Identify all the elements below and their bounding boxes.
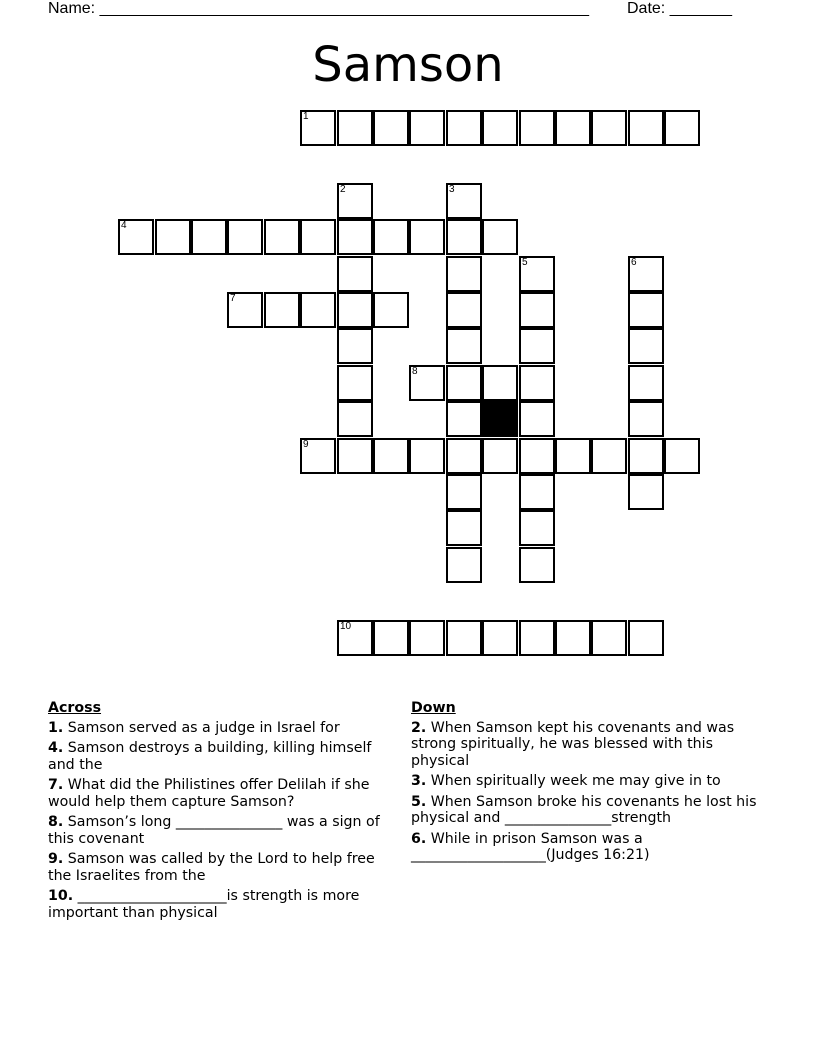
grid-cell[interactable] xyxy=(628,365,664,401)
across-clue-7 xyxy=(48,777,394,810)
grid-cell[interactable] xyxy=(519,328,555,364)
grid-cell[interactable] xyxy=(519,256,555,292)
grid-cell[interactable] xyxy=(628,110,664,146)
grid-cell[interactable] xyxy=(664,110,700,146)
page-title: Samson xyxy=(312,37,504,93)
down-clue-6 xyxy=(411,831,763,864)
grid-cell[interactable] xyxy=(628,256,664,292)
clue-number-label: 7 xyxy=(230,293,236,304)
grid-cell[interactable] xyxy=(519,438,555,474)
clue-number: 7. xyxy=(48,777,64,793)
grid-cell[interactable] xyxy=(482,438,518,474)
down-clues xyxy=(411,700,763,868)
grid-cell[interactable] xyxy=(482,620,518,656)
clue-number-label: 3 xyxy=(449,184,455,195)
grid-cell[interactable] xyxy=(519,110,555,146)
across-clue-10 xyxy=(48,888,394,921)
grid-cell[interactable] xyxy=(446,183,482,219)
grid-cell[interactable] xyxy=(264,292,300,328)
clue-number-label: 4 xyxy=(121,220,127,231)
grid-cell[interactable] xyxy=(628,620,664,656)
grid-cell[interactable] xyxy=(555,620,591,656)
clue-number: 10. xyxy=(48,888,74,904)
grid-cell[interactable] xyxy=(628,474,664,510)
across-clue-4 xyxy=(48,740,394,773)
clue-number-label: 10 xyxy=(340,621,352,632)
grid-cell[interactable] xyxy=(337,183,373,219)
grid-cell[interactable] xyxy=(118,219,154,255)
grid-cell[interactable] xyxy=(591,620,627,656)
grid-cell[interactable] xyxy=(555,110,591,146)
grid-cell[interactable] xyxy=(409,620,445,656)
grid-cell[interactable] xyxy=(373,110,409,146)
down-clue-2 xyxy=(411,720,763,770)
grid-cell[interactable] xyxy=(519,401,555,437)
grid-cell[interactable] xyxy=(519,547,555,583)
clue-number: 5. xyxy=(411,793,427,810)
grid-cell[interactable] xyxy=(337,219,373,255)
across-clues xyxy=(48,700,394,925)
grid-cell[interactable] xyxy=(337,620,373,656)
grid-cell[interactable] xyxy=(482,110,518,146)
grid-cell[interactable] xyxy=(446,292,482,328)
clue-number: 9. xyxy=(48,851,64,867)
grid-cell[interactable] xyxy=(519,365,555,401)
grid-cell[interactable] xyxy=(519,620,555,656)
grid-cell[interactable] xyxy=(300,438,336,474)
grid-cell[interactable] xyxy=(409,365,445,401)
grid-cell[interactable] xyxy=(337,365,373,401)
clue-text: What did the Philistines offer Delilah if she would help them capture Samson? xyxy=(48,777,370,810)
grid-cell[interactable] xyxy=(446,365,482,401)
down-clue-5 xyxy=(411,794,763,827)
grid-cell[interactable] xyxy=(628,292,664,328)
black-square xyxy=(482,401,518,437)
grid-cell[interactable] xyxy=(300,292,336,328)
grid-cell[interactable] xyxy=(519,474,555,510)
grid-cell[interactable] xyxy=(628,438,664,474)
clue-number: 6. xyxy=(411,830,427,847)
grid-cell[interactable] xyxy=(555,438,591,474)
across-clue-1 xyxy=(48,720,394,737)
clue-number-label: 1 xyxy=(303,111,309,122)
clue-number-label: 8 xyxy=(412,366,418,377)
grid-cell[interactable] xyxy=(337,328,373,364)
grid-cell[interactable] xyxy=(373,438,409,474)
grid-cell[interactable] xyxy=(446,510,482,546)
clue-text: When Samson broke his covenants he lost his physical and _______________strength xyxy=(411,793,757,826)
grid-cell[interactable] xyxy=(337,110,373,146)
grid-cell[interactable] xyxy=(446,620,482,656)
grid-cell[interactable] xyxy=(591,438,627,474)
grid-cell[interactable] xyxy=(446,110,482,146)
down-clue-3 xyxy=(411,773,763,790)
grid-cell[interactable] xyxy=(337,401,373,437)
grid-cell[interactable] xyxy=(409,219,445,255)
across-clue-8 xyxy=(48,814,394,847)
date-field[interactable]: Date: _______ xyxy=(627,0,732,17)
down-heading: Down xyxy=(411,700,456,716)
clue-text: Samson served as a judge in Israel for xyxy=(63,719,340,736)
clue-number-label: 5 xyxy=(522,257,528,268)
grid-cell[interactable] xyxy=(373,292,409,328)
grid-cell[interactable] xyxy=(300,110,336,146)
grid-cell[interactable] xyxy=(446,328,482,364)
grid-cell[interactable] xyxy=(519,510,555,546)
grid-cell[interactable] xyxy=(628,401,664,437)
across-clue-9 xyxy=(48,851,394,884)
grid-cell[interactable] xyxy=(264,219,300,255)
grid-cell[interactable] xyxy=(227,292,263,328)
clue-text: _____________________is strength is more important than physical xyxy=(48,888,360,921)
grid-cell[interactable] xyxy=(446,219,482,255)
clue-text: While in prison Samson was a ___________________(Judges 16:21) xyxy=(411,830,650,863)
clue-text: Samson destroys a building, killing himself and the xyxy=(48,740,372,773)
grid-cell[interactable] xyxy=(628,328,664,364)
grid-cell[interactable] xyxy=(446,547,482,583)
clue-number: 2. xyxy=(411,719,427,736)
grid-cell[interactable] xyxy=(191,219,227,255)
clue-text: When Samson kept his covenants and was strong spiritually, he was blessed with this physical xyxy=(411,719,735,769)
grid-cell[interactable] xyxy=(446,256,482,292)
clue-number: 4. xyxy=(48,740,64,756)
grid-cell[interactable] xyxy=(409,110,445,146)
clue-text: Samson was called by the Lord to help free the Israelites from the xyxy=(48,851,375,884)
grid-cell[interactable] xyxy=(373,219,409,255)
grid-cell[interactable] xyxy=(446,438,482,474)
grid-cell[interactable] xyxy=(337,292,373,328)
grid-cell[interactable] xyxy=(446,474,482,510)
grid-cell[interactable] xyxy=(446,401,482,437)
grid-cell[interactable] xyxy=(300,219,336,255)
grid-cell[interactable] xyxy=(409,438,445,474)
clue-number: 1. xyxy=(48,719,64,736)
clue-number: 8. xyxy=(48,814,64,830)
clue-text: When spiritually week me may give in to xyxy=(426,773,721,789)
grid-cell[interactable] xyxy=(664,438,700,474)
grid-cell[interactable] xyxy=(519,292,555,328)
clue-number-label: 9 xyxy=(303,439,309,450)
grid-cell[interactable] xyxy=(155,219,191,255)
across-heading: Across xyxy=(48,700,102,716)
name-field[interactable]: Name: _______________________________________________________ xyxy=(48,0,589,17)
clue-number-label: 6 xyxy=(631,257,637,268)
clue-text: Samson’s long _______________ was a sign of this covenant xyxy=(48,814,380,847)
clue-number: 3. xyxy=(411,773,427,789)
grid-cell[interactable] xyxy=(373,620,409,656)
grid-cell[interactable] xyxy=(591,110,627,146)
grid-cell[interactable] xyxy=(482,365,518,401)
clue-number-label: 2 xyxy=(340,184,346,195)
grid-cell[interactable] xyxy=(337,256,373,292)
grid-cell[interactable] xyxy=(227,219,263,255)
grid-cell[interactable] xyxy=(482,219,518,255)
grid-cell[interactable] xyxy=(337,438,373,474)
